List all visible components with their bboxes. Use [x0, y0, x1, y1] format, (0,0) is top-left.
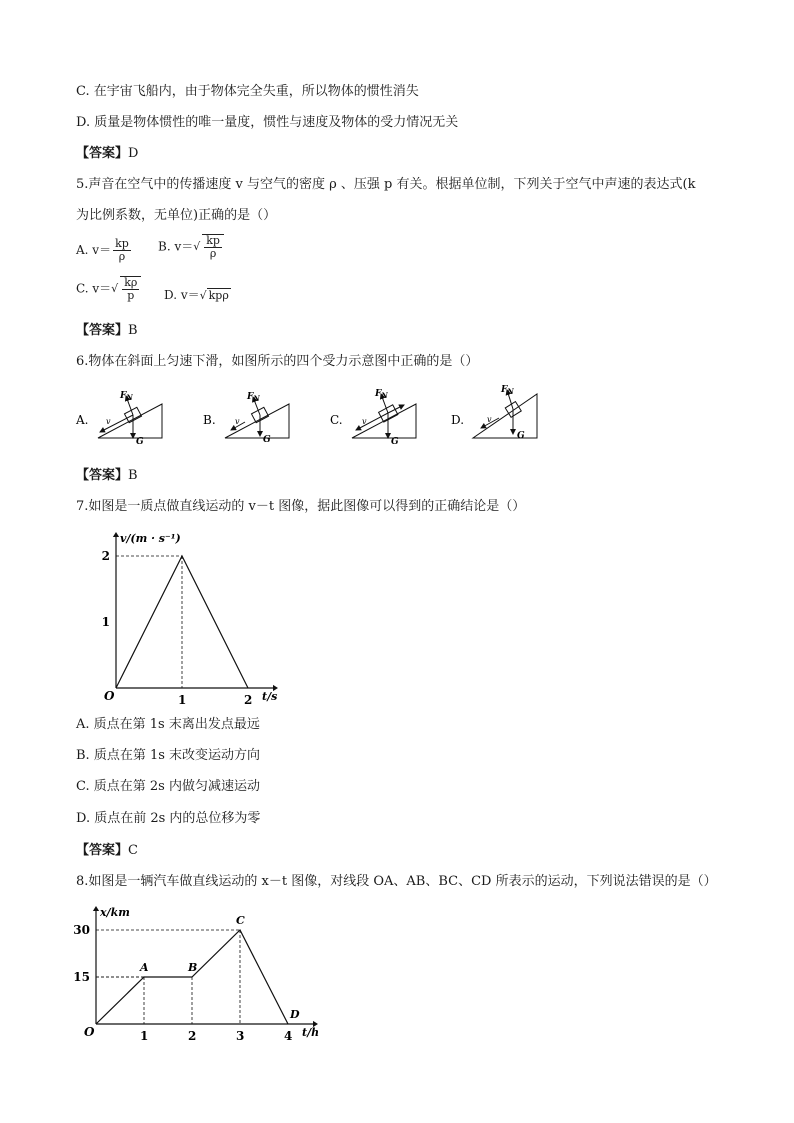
y-tick-label: 30 — [73, 923, 90, 937]
q7-option-a: A. 质点在第 1s 末离出发点最远 — [76, 717, 260, 732]
denominator: ρ — [209, 247, 217, 260]
force-n-label: $F_N$ — [120, 391, 133, 402]
q7-option-b: B. 质点在第 1s 末改变运动方向 — [76, 748, 261, 763]
q8-stem: 8.如图是一辆汽车做直线运动的 x－t 图像，对线段 OA、AB、BC、CD 所表示的运动，下列说法错误的是（） — [76, 874, 717, 889]
velocity-arrow — [100, 415, 133, 432]
diagram-b — [203, 392, 289, 445]
velocity-label: v — [362, 417, 367, 426]
force-g-label: G — [136, 437, 144, 447]
x-tick-label: 3 — [236, 1029, 245, 1043]
option-prefix: B. v＝ — [158, 239, 194, 254]
numerator: kp — [115, 237, 129, 250]
q5-stem-line1: 5.声音在空气中的传播速度 v 与空气的密度 ρ 、压强 p 有关。根据单位制，下列关于空气中声速的表达式(k — [76, 177, 696, 192]
radicand: kpρ — [208, 288, 229, 302]
sqrt-sign: √ kpρ — [199, 288, 229, 302]
q7-answer — [76, 842, 138, 860]
force-n-label: $F_N$ — [501, 385, 514, 396]
answer-value: B — [128, 468, 138, 483]
origin-label: O — [104, 689, 115, 703]
y-axis-label: v/(m · s⁻¹) — [120, 532, 181, 545]
fraction — [120, 276, 141, 302]
sqrt-sign: √ $\frac{kp}{\rho}$ — [193, 234, 226, 260]
q7-stem: 7.如图是一质点做直线运动的 v－t 图像，据此图像可以得到的正确结论是（） — [76, 499, 526, 514]
diagram-label: A. — [76, 413, 89, 427]
diagram-c — [330, 389, 416, 447]
point-label: A — [140, 961, 149, 974]
velocity-label: v — [487, 415, 492, 424]
answer-value: C — [128, 843, 138, 858]
point-label: D — [290, 1008, 300, 1021]
diagram-label: B. — [203, 413, 216, 427]
x-tick-label: 2 — [244, 693, 253, 705]
q5-option-c — [76, 276, 143, 302]
answer-value: D — [128, 146, 139, 161]
diagram-label: D. — [451, 413, 465, 427]
y-axis-arrow — [113, 532, 119, 537]
diagram-a — [75, 391, 162, 447]
y-tick-label: 15 — [73, 970, 90, 984]
x-tick-label: 1 — [140, 1029, 149, 1043]
q7-option-d: D. 质点在前 2s 内的总位移为零 — [76, 811, 261, 826]
x-axis-label: t/h — [302, 1026, 320, 1039]
x-tick-label: 2 — [188, 1029, 197, 1043]
force-n-label: $F_N$ — [375, 389, 388, 400]
point-label: B — [188, 961, 198, 974]
fraction — [113, 238, 131, 263]
answer-value: B — [128, 323, 138, 338]
origin-label: O — [84, 1025, 95, 1039]
y-tick-label: 1 — [101, 615, 110, 629]
force-g-label: G — [517, 431, 525, 441]
y-tick-label: 2 — [101, 549, 110, 563]
option-prefix: D. v＝ — [164, 288, 200, 302]
q4-option-c: C. 在宇宙飞船内，由于物体完全失重，所以物体的惯性消失 — [76, 84, 419, 99]
q7-option-c: C. 质点在第 2s 内做匀减速运动 — [76, 779, 260, 794]
numerator: kρ — [124, 276, 138, 289]
q4-option-d: D. 质量是物体惯性的唯一量度，惯性与速度及物体的受力情况无关 — [76, 115, 459, 130]
diagram-d — [451, 385, 537, 441]
q6-answer — [76, 467, 138, 485]
point-label: C — [236, 914, 245, 927]
x-axis-label: t/s — [262, 690, 278, 703]
velocity-label: v — [106, 417, 111, 426]
q5-option-b — [158, 234, 226, 260]
answer-label: 【答案】 — [76, 843, 129, 858]
answer-label: 【答案】 — [76, 323, 129, 338]
q5-option-d — [164, 287, 231, 304]
option-prefix: A. v＝ — [76, 243, 112, 257]
force-g-label: G — [391, 437, 399, 447]
answer-label: 【答案】 — [76, 146, 129, 161]
sqrt-sign: √ $\frac{k\rho}{p}$ — [111, 276, 143, 302]
answer-label: 【答案】 — [76, 468, 129, 483]
fraction — [202, 234, 224, 260]
q5-option-a — [76, 238, 133, 263]
incline — [473, 394, 537, 438]
x-tick-label: 1 — [178, 693, 187, 705]
q4-answer — [76, 145, 138, 163]
x-tick-label: 4 — [284, 1029, 293, 1043]
q6-stem: 6.物体在斜面上匀速下滑，如图所示的四个受力示意图中正确的是（） — [76, 354, 479, 369]
numerator: kp — [206, 234, 220, 247]
diagram-label: C. — [330, 413, 343, 427]
force-n-label: $F_N$ — [247, 392, 260, 403]
denominator: p — [127, 289, 135, 302]
q5-answer — [76, 322, 138, 340]
denominator: ρ — [118, 250, 126, 263]
vt-graph — [96, 530, 296, 705]
q6-force-diagrams — [70, 380, 550, 450]
y-axis-label: x/km — [100, 906, 130, 919]
velocity-label: v — [235, 417, 240, 426]
option-prefix: C. v＝ — [76, 281, 112, 296]
q5-stem-line2: 为比例系数，无单位)正确的是（） — [76, 208, 277, 223]
force-g-label: G — [263, 435, 271, 445]
xt-graph — [70, 898, 330, 1046]
y-axis-arrow — [93, 906, 99, 911]
